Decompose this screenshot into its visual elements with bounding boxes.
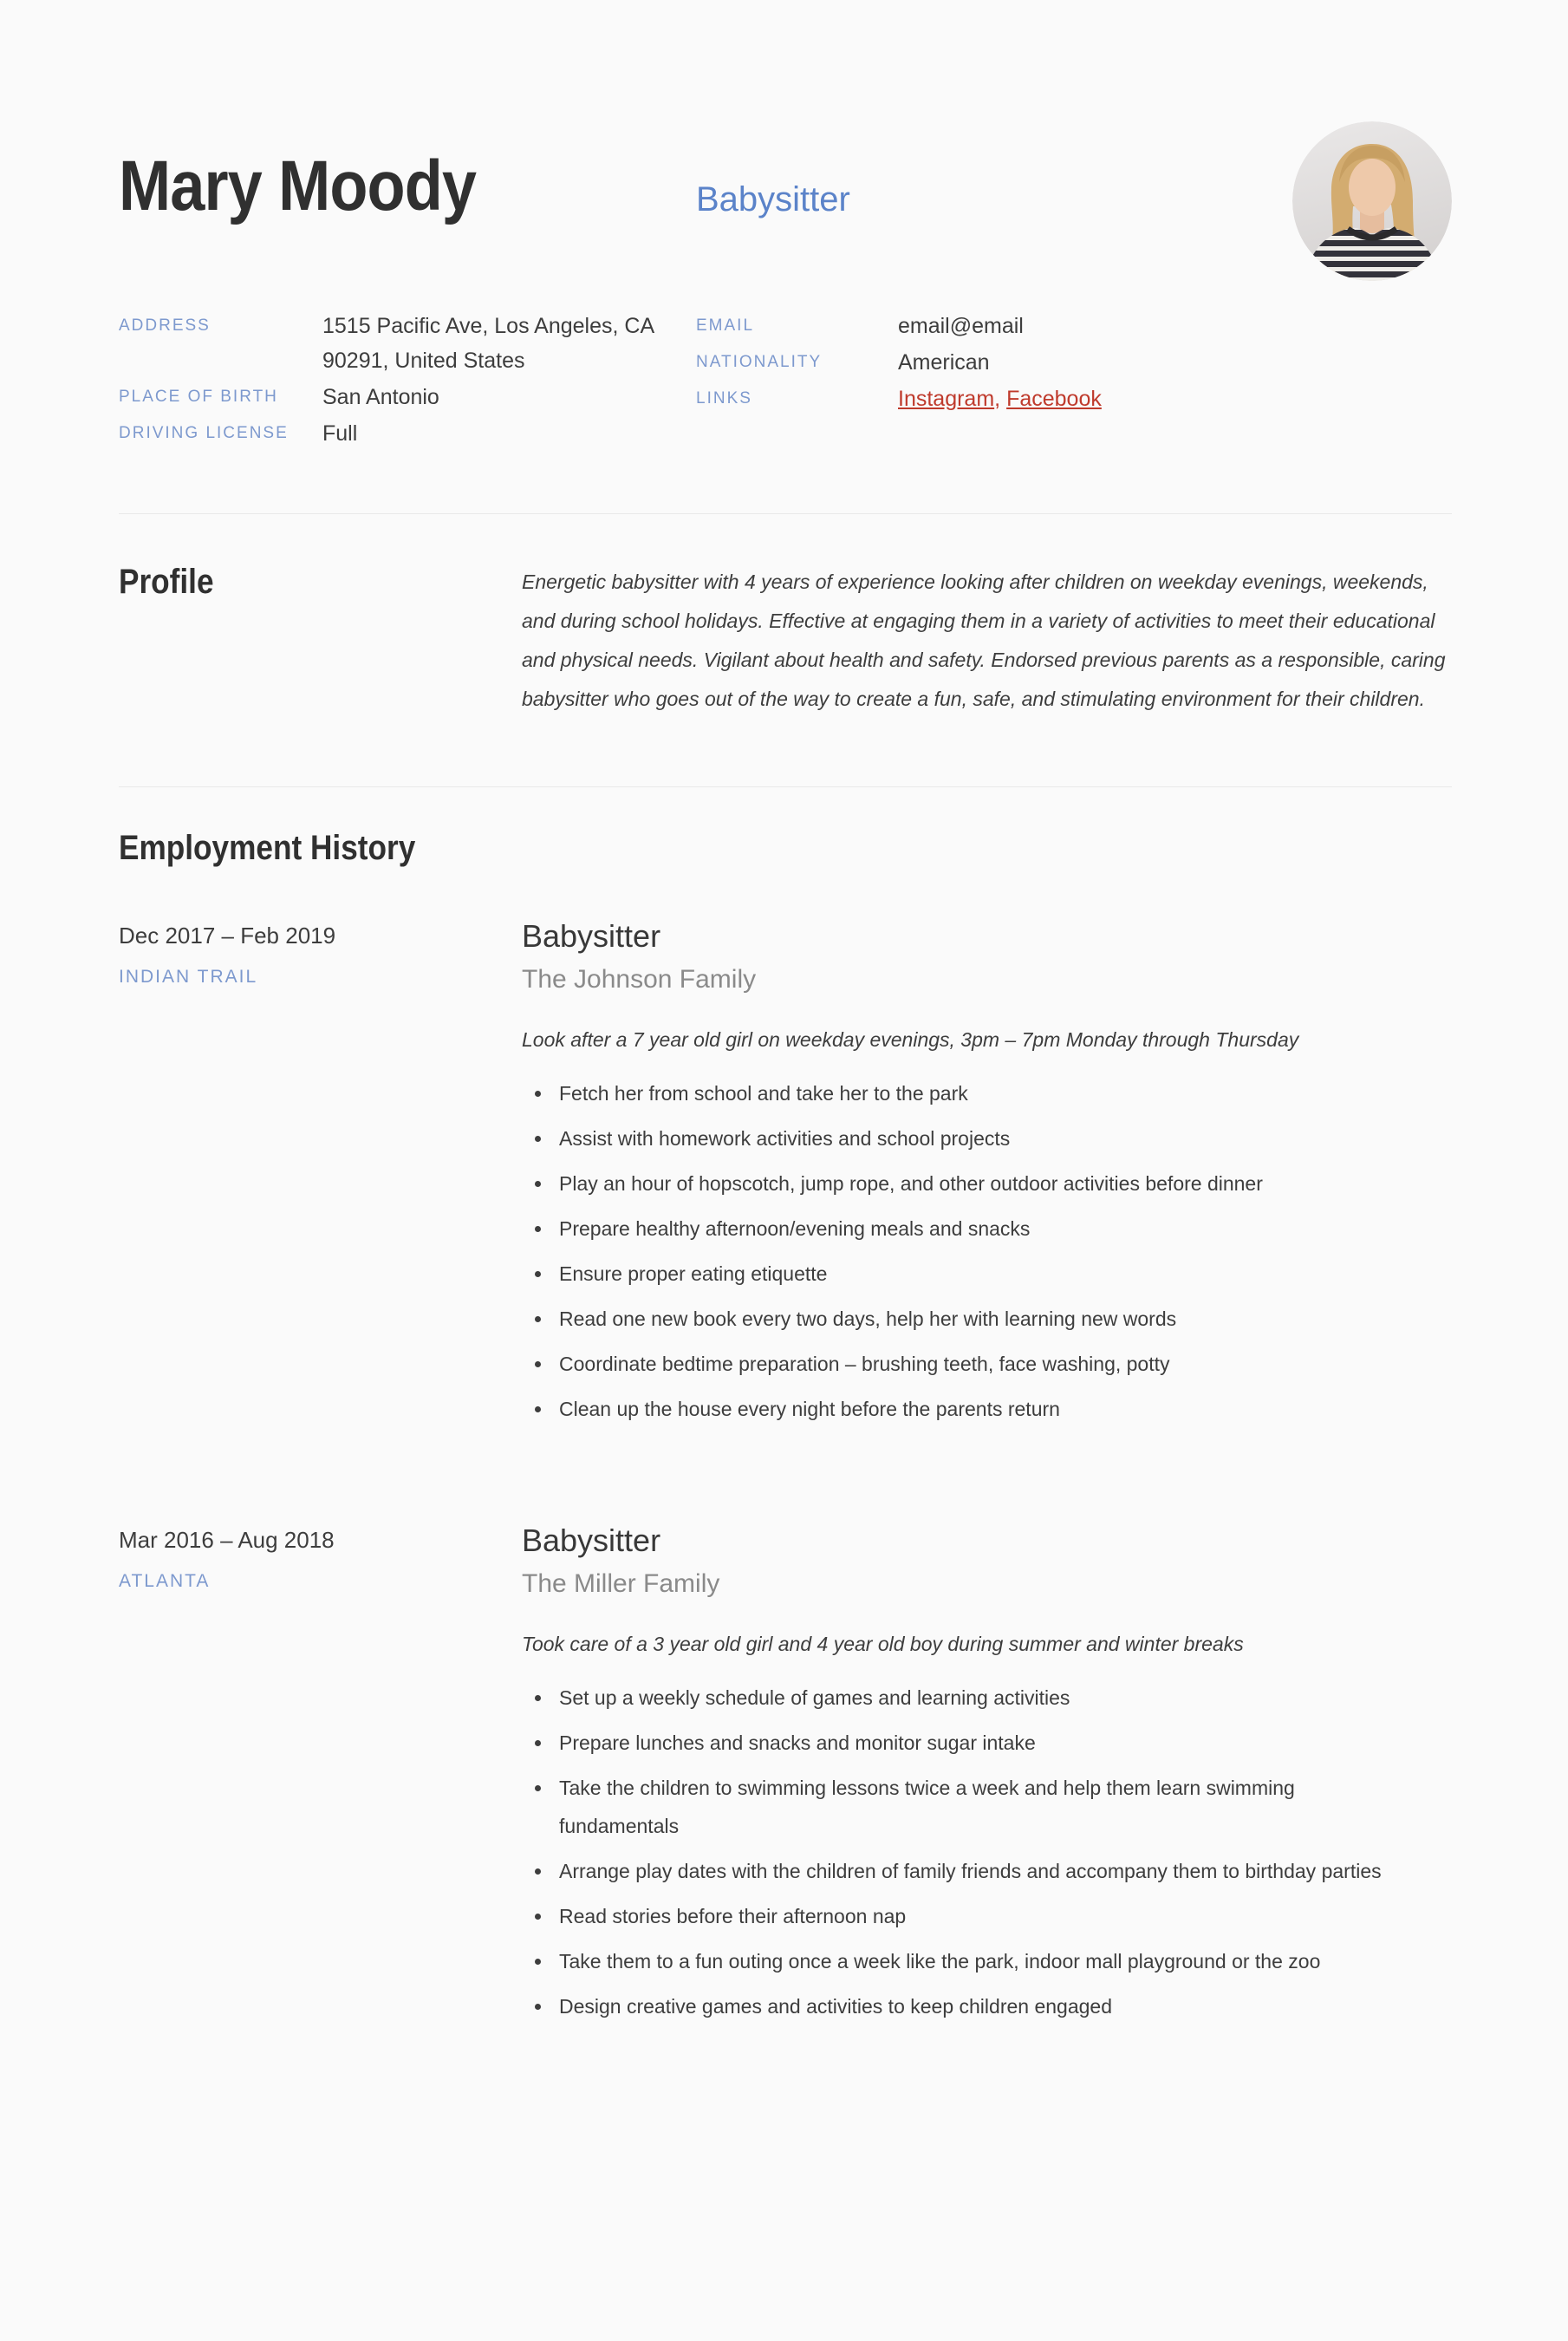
links-label: LINKS	[696, 389, 752, 408]
job-dates: Dec 2017 – Feb 2019	[119, 923, 336, 949]
job-bullet: Fetch her from school and take her to the park	[522, 1074, 1419, 1112]
links-value	[898, 381, 1102, 416]
candidate-name: Mary Moody	[119, 147, 477, 225]
job-bullet: Coordinate bedtime preparation – brushing teeth, face washing, potty	[522, 1345, 1419, 1383]
contact-column-right	[696, 309, 1452, 453]
job-role: Babysitter	[522, 918, 661, 954]
links-separator: ,	[994, 387, 1007, 411]
candidate-title-block	[696, 121, 1292, 219]
job-body	[522, 1522, 1452, 2032]
profile-photo-illustration	[1292, 121, 1452, 281]
job-bullet: Arrange play dates with the children of family friends and accompany them to birthday parties	[522, 1852, 1419, 1890]
job-bullet: Design creative games and activities to keep children engaged	[522, 1987, 1419, 2025]
job-bullet: Take them to a fun outing once a week like the park, indoor mall playground or the zoo	[522, 1942, 1419, 1980]
place-of-birth-label: PLACE OF BIRTH	[119, 388, 278, 406]
employment-heading: Employment History	[119, 829, 416, 867]
contact-row-address	[119, 309, 696, 378]
job-bullet: Ensure proper eating etiquette	[522, 1255, 1419, 1293]
driving-license-label: DRIVING LICENSE	[119, 424, 289, 442]
job-meta	[119, 1522, 522, 2032]
job-bullet-list	[522, 1679, 1452, 2025]
profile-section	[119, 563, 1452, 719]
job-bullet: Set up a weekly schedule of games and learning activities	[522, 1679, 1419, 1717]
job-meta	[119, 917, 522, 1435]
profile-heading: Profile	[119, 563, 214, 601]
job-bullet: Read one new book every two days, help her with learning new words	[522, 1300, 1419, 1338]
job-bullet: Prepare lunches and snacks and monitor sugar intake	[522, 1724, 1419, 1762]
job-bullet: Take the children to swimming lessons twice a week and help them learn swimming fundamentals	[522, 1769, 1419, 1845]
contact-column-left	[119, 309, 696, 453]
name-block	[119, 121, 696, 225]
job-summary: Took care of a 3 year old girl and 4 year old boy during summer and winter breaks	[522, 1633, 1244, 1655]
contact-row-links	[696, 381, 1452, 416]
job-employer: The Miller Family	[522, 1569, 720, 1598]
address-label: ADDRESS	[119, 316, 211, 335]
divider-above-profile	[119, 513, 1452, 514]
job-location: ATLANTA	[119, 1571, 211, 1591]
instagram-link[interactable]: Instagram	[898, 387, 995, 411]
contact-row-email	[696, 309, 1452, 343]
contact-row-nationality	[696, 345, 1452, 380]
job-body	[522, 917, 1452, 1435]
resume-page	[0, 121, 1568, 2341]
job-bullet: Play an hour of hopscotch, jump rope, and other outdoor activities before dinner	[522, 1164, 1419, 1203]
driving-license-value: Full	[322, 421, 358, 446]
job-bullet: Prepare healthy afternoon/evening meals and snacks	[522, 1210, 1419, 1248]
profile-photo	[1292, 121, 1452, 281]
job-dates: Mar 2016 – Aug 2018	[119, 1527, 335, 1553]
contact-section	[119, 309, 1452, 453]
job-entry-johnson-family	[119, 917, 1452, 1435]
facebook-link[interactable]: Facebook	[1006, 387, 1102, 411]
job-employer: The Johnson Family	[522, 965, 757, 994]
job-bullet: Clean up the house every night before the parents return	[522, 1390, 1419, 1428]
job-bullet: Assist with homework activities and school projects	[522, 1119, 1419, 1157]
candidate-title: Babysitter	[696, 180, 850, 218]
job-bullet: Read stories before their afternoon nap	[522, 1897, 1419, 1935]
job-entry-miller-family	[119, 1522, 1452, 2032]
job-location: INDIAN TRAIL	[119, 967, 258, 987]
place-of-birth-value: San Antonio	[322, 385, 439, 409]
nationality-label: NATIONALITY	[696, 353, 823, 371]
resume-header	[119, 121, 1452, 281]
email-label: EMAIL	[696, 316, 755, 335]
profile-text: Energetic babysitter with 4 years of experience looking after children on weekday evenings, weekends, and during school holidays. Effective at engaging them in a variety of activities to meet their educational and physical needs. Vigilant about health and safety. Endorsed previous parents as a responsible, caring babysitter who goes out of the way to create a fun, safe, and stimulating environment for their children.	[522, 571, 1446, 710]
address-value: 1515 Pacific Ave, Los Angeles, CA 90291, United States	[322, 314, 654, 373]
contact-row-driving-license	[119, 416, 696, 451]
job-bullet-list	[522, 1074, 1452, 1428]
contact-row-place-of-birth	[119, 380, 696, 414]
email-value: email@email	[898, 314, 1024, 338]
job-role: Babysitter	[522, 1523, 661, 1558]
job-summary: Look after a 7 year old girl on weekday evenings, 3pm – 7pm Monday through Thursday	[522, 1028, 1299, 1051]
divider-above-employment	[119, 786, 1452, 787]
nationality-value: American	[898, 350, 990, 375]
